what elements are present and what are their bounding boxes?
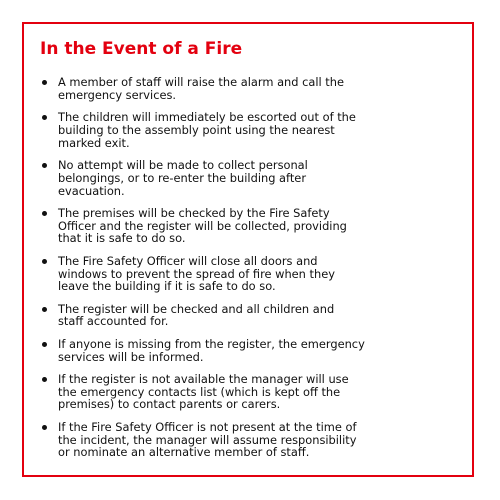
rule-line: If the Fire Safety Officer is not present at the time of xyxy=(58,419,357,434)
notice-title: In the Event of a Fire xyxy=(40,39,243,59)
rule-line: services will be informed. xyxy=(58,349,204,364)
rule-line: staff accounted for. xyxy=(58,314,169,329)
bullet-icon xyxy=(42,307,47,312)
rule-item-belongings xyxy=(58,159,446,197)
bullet-icon xyxy=(42,211,47,216)
rule-line: The children will immediately be escorted out of the xyxy=(58,110,356,125)
bullet-icon xyxy=(42,377,47,382)
rule-line: building to the assembly point using the nearest xyxy=(58,122,335,137)
rule-line: leave the building if it is safe to do so. xyxy=(58,279,276,294)
fire-rules-list xyxy=(58,76,446,469)
rule-line: If the register is not available the manager will use xyxy=(58,371,349,386)
rule-line: or nominate an alternative member of staff. xyxy=(58,445,310,460)
rule-line: The Fire Safety Officer will close all doors and xyxy=(58,253,318,268)
rule-item-escort xyxy=(58,111,446,149)
rule-item-manager-responsibility xyxy=(58,421,446,459)
rule-line: windows to prevent the spread of fire when they xyxy=(58,266,335,281)
bullet-icon xyxy=(42,80,47,85)
rule-line: the emergency contacts list (which is kept off the xyxy=(58,384,341,399)
rule-line: that it is safe to do so. xyxy=(58,231,186,246)
rule-line: Officer and the register will be collected, providing xyxy=(58,218,347,233)
rule-item-alarm xyxy=(58,76,446,102)
rule-line: belongings, or to re-enter the building after xyxy=(58,170,307,185)
bullet-icon xyxy=(42,163,47,168)
rule-line: The premises will be checked by the Fire Safety xyxy=(58,205,330,220)
rule-line: evacuation. xyxy=(58,183,125,198)
rule-line: emergency services. xyxy=(58,87,177,102)
rule-line: A member of staff will raise the alarm and call the xyxy=(58,75,345,89)
rule-line: premises) to contact parents or carers. xyxy=(58,397,281,412)
rule-line: The register will be checked and all children and xyxy=(58,301,335,316)
rule-line: No attempt will be made to collect personal xyxy=(58,157,308,172)
rule-line: marked exit. xyxy=(58,135,130,150)
rule-item-emergency-contacts xyxy=(58,373,446,411)
rule-line: If anyone is missing from the register, the emergency xyxy=(58,336,365,351)
bullet-icon xyxy=(42,259,47,264)
bullet-icon xyxy=(42,425,47,430)
rule-item-missing-person xyxy=(58,338,446,364)
rule-item-premises-check xyxy=(58,207,446,245)
rule-item-close-doors xyxy=(58,255,446,293)
rule-item-register-check xyxy=(58,303,446,329)
rule-line: the incident, the manager will assume responsibility xyxy=(58,432,357,447)
bullet-icon xyxy=(42,342,47,347)
